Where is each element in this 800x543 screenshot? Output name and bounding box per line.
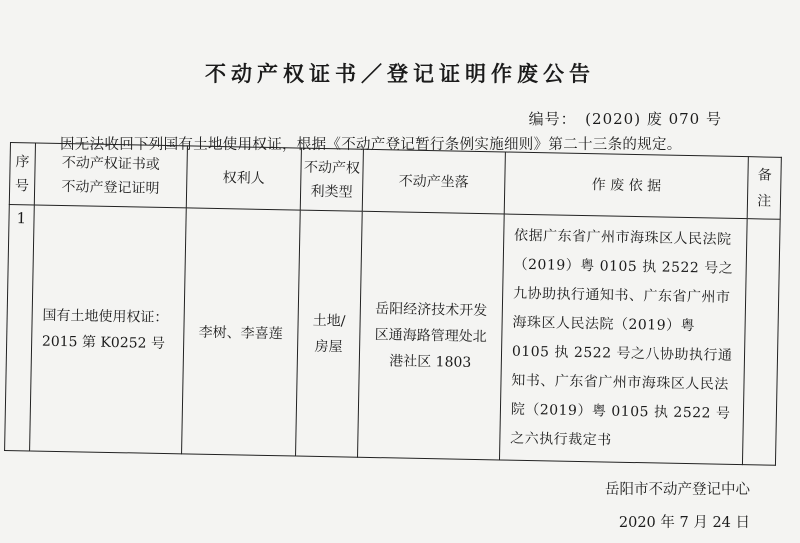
- header-owner: 权利人: [186, 146, 301, 210]
- header-right-type: 不动产权 利类型: [300, 148, 363, 211]
- row-certificate: 国有土地使用权证：2015 第 K0252 号: [29, 205, 186, 454]
- certificate-table: [4, 142, 782, 466]
- row-owner: 李树、李喜莲: [181, 208, 300, 456]
- row-right-type: 土地/ 房屋: [295, 210, 362, 457]
- table-row: [5, 204, 781, 465]
- row-basis: 依据广东省广州市海珠区人民法院（2019）粤 0105 执 2522 号之九协助执行通知书、广东省广州市海珠区人民法院（2019）粤 0105 执 2522 号之八协助执行通知书、广东省广州市海珠区人民法院（2019）粤 0105 执 2522 号之六执行裁定书: [499, 214, 747, 465]
- header-certificate: 不动产权证书或 不动产登记证明: [34, 143, 187, 208]
- header-location: 不动产坐落: [362, 149, 505, 214]
- row-location: 岳阳经济技术开发区通海路管理处北港社区 1803: [357, 211, 504, 460]
- intro-paragraph: 因无法收回下列国有土地使用权证，根据《不动产登记暂行条例实施细则》第二十三条的规定。: [60, 137, 682, 153]
- header-note: 备 注: [748, 157, 782, 220]
- issue-date: 2020 年 7 月 24 日: [618, 515, 750, 531]
- issuer-name: 岳阳市不动产登记中心: [605, 482, 750, 498]
- document-number: 编号： (2020) 废 070 号: [528, 110, 722, 128]
- page-title: 不动产权证书／登记证明作废公告: [205, 61, 595, 86]
- row-note: [743, 219, 780, 466]
- header-basis: 作 废 依 据: [504, 152, 749, 219]
- row-seq: 1: [5, 204, 34, 450]
- header-seq: 序 号: [9, 143, 35, 205]
